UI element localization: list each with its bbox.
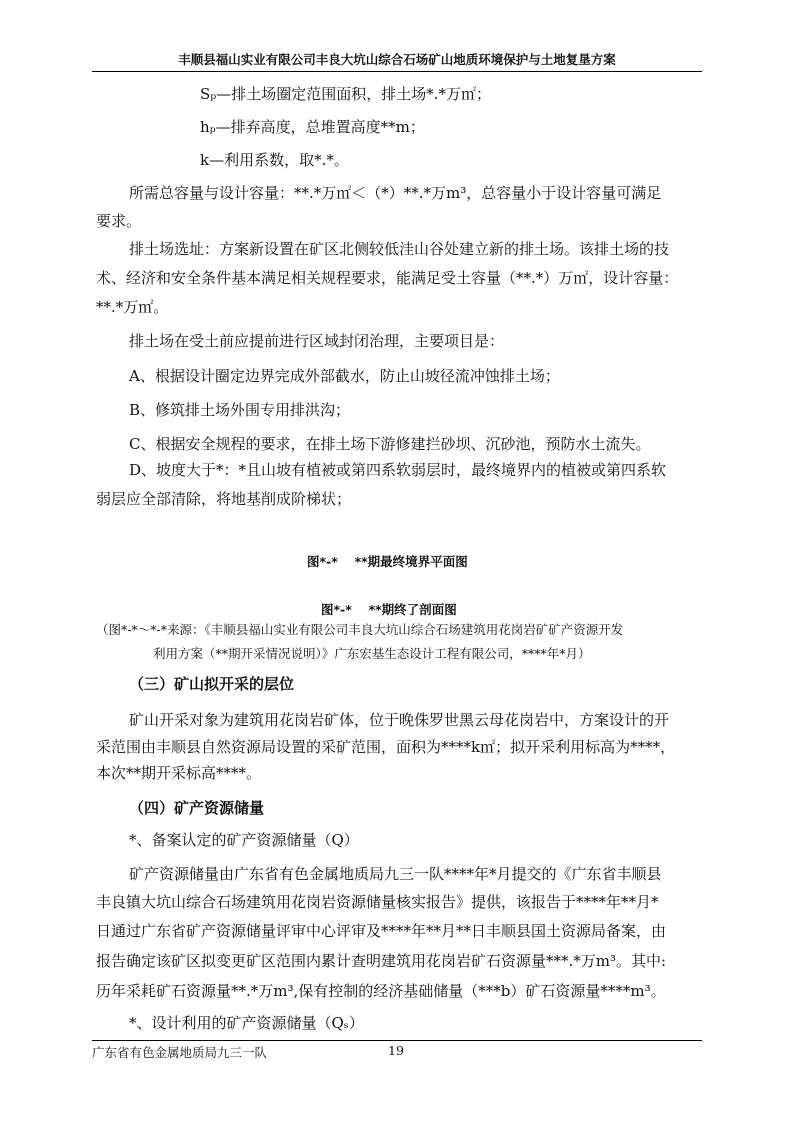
body-line: hₚ—排弃高度，总堆置高度**m； [200, 118, 425, 136]
figure-source: （图*-*～*-*来源：《丰顺县福山实业有限公司丰良大坑山综合石场建筑用花岗岩矿矿产资源开发 [96, 622, 624, 637]
body-line: *、备案认定的矿产资源储量（Q） [129, 831, 359, 849]
body-line: 要求。 [96, 212, 142, 230]
body-line: 所需总容量与设计容量：**.*万㎡＜（*）**.*万m³，总容量小于设计容量可满足 [129, 184, 662, 202]
body-line: 矿产资源储量由广东省有色金属地质局九三一队****年*月提交的《广东省丰顺县 [129, 865, 662, 883]
page-number: 19 [388, 1043, 404, 1058]
body-line: *、设计利用的矿产资源储量（Qₛ） [129, 1014, 364, 1032]
footer-organization: 广东省有色金属地质局九三一队 [92, 1045, 268, 1060]
body-line: 报告确定该矿区拟变更矿区范围内累计查明建筑用花岗岩矿石资源量***.*万m³。其中: [96, 952, 667, 970]
body-line: **.*万㎡。 [96, 298, 169, 316]
figure-caption: 图*-* **期终了剖面图 [321, 602, 457, 617]
header-rule [92, 71, 702, 72]
body-line: 术、经济和安全条件基本满足相关规程要求，能满足受土容量（**.*）万㎡，设计容量： [96, 269, 679, 287]
body-line: 排土场在受土前应提前进行区域封闭治理，主要项目是： [129, 332, 505, 350]
body-line: 日通过广东省矿产资源储量评审中心评审及****年**月**日丰顺县国土资源局备案，由 [96, 922, 667, 940]
body-line: 弱层应全部清除，将地基削成阶梯状； [96, 490, 352, 508]
section-heading: （三）矿山拟开采的层位 [129, 675, 295, 693]
figure-caption: 图*-* **期最终境界平面图 [307, 554, 468, 569]
list-item-b: B、修筑排土场外围专用排洪沟； [129, 401, 351, 419]
figure-source: 利用方案（**期开采情况说明）》广东宏基生态设计工程有限公司，****年*月） [153, 646, 591, 661]
section-heading: （四）矿产资源储量 [129, 799, 265, 817]
body-line: 矿山开采对象为建筑用花岗岩矿体，位于晚侏罗世黑云母花岗岩中，方案设计的开 [129, 711, 670, 729]
footer-rule [92, 1040, 702, 1041]
body-line: 本次**期开采标高****。 [96, 764, 262, 782]
list-item-a: A、根据设计圈定边界完成外部截水，防止山坡径流冲蚀排土场； [129, 367, 560, 385]
list-item-c: C、根据安全规程的要求，在排土场下游修建拦砂坝、沉砂池，预防水土流失。 [129, 435, 651, 453]
running-header: 丰顺县福山实业有限公司丰良大坑山综合石场矿山地质环境保护与土地复垦方案 [178, 52, 616, 67]
body-line: 历年采耗矿石资源量**.*万m³,保有控制的经济基础储量（***b）矿石资源量****m³。 [96, 982, 666, 1000]
body-line: k—利用系数，取*.*。 [200, 151, 349, 169]
list-item-d: D、坡度大于*：*且山坡有植被或第四系软弱层时，最终境界内的植被或第四系软 [129, 461, 667, 479]
body-line: Sₚ—排土场圈定范围面积，排土场*.*万㎡； [200, 85, 492, 103]
body-line: 丰良镇大坑山综合石场建筑用花岗岩资源储量核实报告》提供，该报告于****年**月* [96, 893, 659, 911]
body-line: 排土场选址：方案新设置在矿区北侧较低洼山谷处建立新的排土场。该排土场的技 [129, 240, 670, 258]
body-line: 采范围由丰顺县自然资源局设置的采矿范围，面积为****k㎡；拟开采利用标高为****， [96, 738, 676, 756]
